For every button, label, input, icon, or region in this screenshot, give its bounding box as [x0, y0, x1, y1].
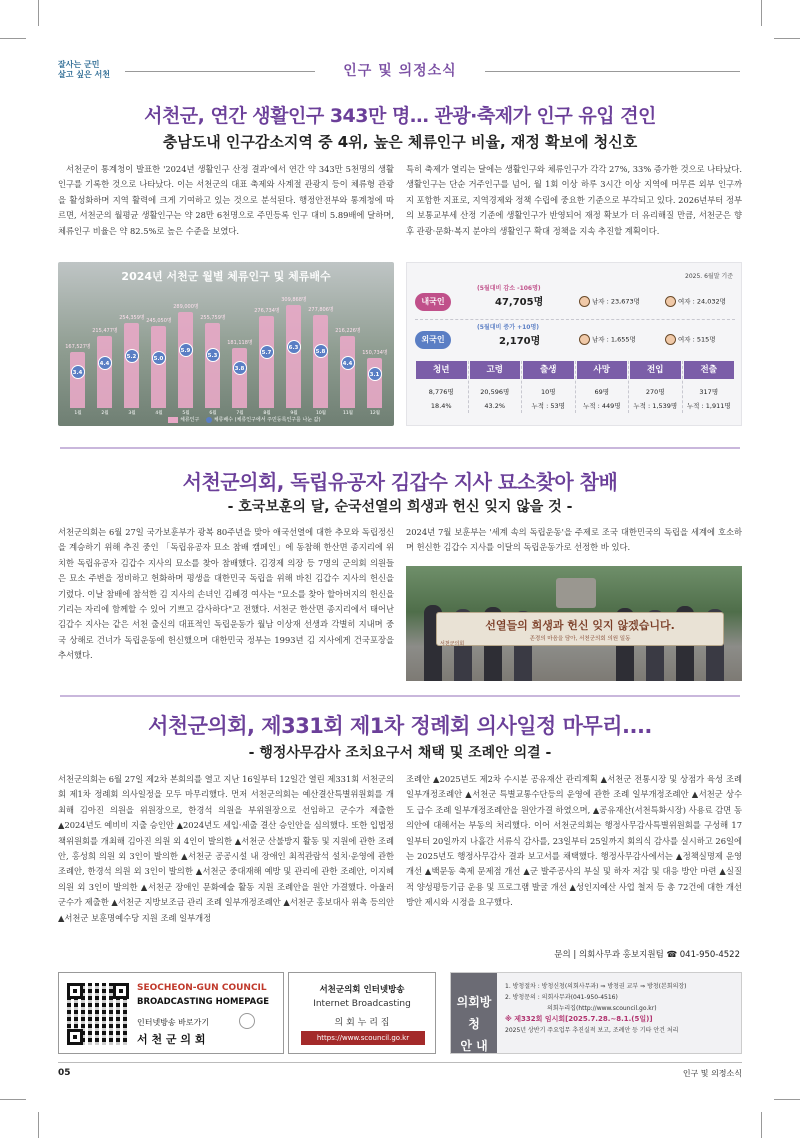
- bar-value-label: 255,759명: [200, 315, 226, 321]
- header-rule: [485, 71, 740, 72]
- broadcast-qr-ad[interactable]: [58, 972, 284, 1054]
- article3-col1: 서천군의회는 6월 27일 제2차 본회의를 열고 지난 16일부터 12일간 열린 제331회 서천군의회 제1차 정례회 의사일정을 모두 마무리했다. 먼저 서천군의회는 예산결산특별위원회를 개최해 김아진 의원을 위원장으로, 한경석 의원을 부위원장으로 선임하고 군수가 제출한 ▲2024년도 예비비 지출 승인안 ▲2024년도 세입·세출 결산 승인안을 심의했다. 또한 입법정책위원회를 개최해 김아진 의원 외 4인이 발의한 ▲서천군 산불방지 활동 및 지원에 관한 조례안, 홍성희 의원 외 3인이 발의한 ▲서천군 공공시설 내 장애인 최적관람석 설치·운영에 관한 조례안, 한경석 의원 외 3인이 발의한 ▲서천군 중대재해 예방 및 관리에 관한 조례안, 이지혜 의원 외 3인이 발의한 ▲서천군 장애인 문화예술 활동 지원 조례안을 원안 가결했다. 아울러 군수가 제출한 ▲서천군 지방보조금 관리 조례 일부개정조례안 ▲서천군 홍보대사 위촉 등의안 ▲서천군 보훈명예수당 지원 조례 일부개정: [58, 774, 394, 923]
- foreign-male-text: 남자 : 1,655명: [592, 335, 636, 344]
- table-cell: 8,776명: [428, 388, 454, 396]
- domestic-female-text: 여자 : 24,032명: [678, 297, 726, 306]
- legend-item: 체류인구: [180, 417, 200, 423]
- ratio-dot: 3.8: [233, 361, 247, 375]
- article2-title: 서천군의회, 독립유공자 김갑수 지사 묘소찾아 참배: [182, 470, 618, 494]
- ratio-dot: 5.8: [314, 344, 328, 358]
- table-header: 전입: [630, 361, 681, 379]
- chart-legend: [168, 416, 321, 423]
- foreign-change: (5월대비 증가 +10명): [477, 324, 539, 331]
- legend-item: 체류배수 (체류인구에서 주민등록인구를 나눈 값): [213, 417, 321, 423]
- foreign-female: [665, 334, 716, 345]
- section-divider: [60, 695, 740, 697]
- population-table-column: [415, 361, 469, 413]
- visit-guide-box: [450, 972, 742, 1054]
- internet-broadcast-ad[interactable]: [288, 972, 436, 1054]
- chart-bar: [70, 352, 85, 408]
- council-seal-icon: [239, 1013, 255, 1029]
- chart-bar: [205, 323, 220, 408]
- month-label: 8월: [263, 411, 271, 416]
- ratio-dot: 5.0: [152, 351, 166, 365]
- chart-bar: [340, 336, 355, 408]
- chart-bar: [124, 323, 139, 408]
- month-label: 6월: [209, 411, 217, 416]
- guide-item: 2025년 상반기 주요업무 추진실적 보고, 조례안 등 기타 안건 처리: [505, 1027, 679, 1034]
- qr-finder: [67, 1029, 83, 1045]
- qr-finder: [113, 983, 129, 999]
- table-header: 사망: [577, 361, 628, 379]
- crop-mark: [0, 38, 26, 39]
- visit-guide-label-line: 안 내: [460, 1039, 488, 1053]
- population-table: [415, 361, 735, 413]
- month-label: 1월: [74, 411, 82, 416]
- article2-col2: 2024년 7월 보훈부는 '세계 속의 독립운동'을 주제로 조국 대한민국의 독립을 세계에 호소하며 헌신한 김갑수 지사를 이달의 독립운동가로 선정한 바 있다.: [406, 527, 742, 553]
- month-label: 4월: [155, 411, 163, 416]
- foreign-total: 2,170명: [499, 336, 541, 347]
- qr-code[interactable]: [67, 983, 129, 1045]
- qr-finder: [67, 983, 83, 999]
- domestic-male-text: 남자 : 23,673명: [592, 297, 640, 306]
- foreign-male: [579, 334, 636, 345]
- crop-mark: [774, 1099, 800, 1100]
- table-cell: 20,596명: [480, 388, 510, 396]
- article1-title: 서천군, 연간 생활인구 343만 명… 관광·축제가 인구 유입 견인: [144, 105, 656, 127]
- crop-mark: [774, 38, 800, 39]
- ratio-dot: 6.3: [287, 340, 301, 354]
- domestic-total: 47,705명: [495, 297, 544, 308]
- month-label: 2월: [101, 411, 109, 416]
- table-cell: 누적 : 449명: [582, 402, 621, 410]
- crop-mark: [38, 1112, 39, 1138]
- domestic-label: 내국인: [415, 293, 451, 311]
- table-cell: 69명: [594, 388, 610, 396]
- visit-guide-content: [505, 981, 687, 1036]
- month-label: 11월: [342, 411, 354, 416]
- chart-bar: [151, 326, 166, 408]
- crop-mark: [38, 0, 39, 26]
- table-header: 고령: [470, 361, 521, 379]
- crop-mark: [761, 1112, 762, 1138]
- male-face-icon: [579, 334, 590, 345]
- chart-bar: [97, 336, 112, 408]
- photo-caption: 서천군의회: [440, 641, 465, 647]
- chart-bar: [313, 315, 328, 408]
- crop-mark: [0, 1099, 26, 1100]
- brand-line: 살고 싶은 서천: [58, 70, 110, 79]
- stats-divider: [415, 319, 735, 320]
- legend-swatch-dot: [206, 417, 212, 423]
- article1-col2: 특히 축제가 열리는 달에는 생활인구와 체류인구가 각각 27%, 33% 증가한 것으로 나타났다. 생활인구는 단순 거주인구를 넘어, 월 1회 이상 하루 3시간 이상 지역에 머무른 외부 인구까지 포함한 지표로, 지역경제와 정책 수립에 중요한 기준으로 부각되고 있다. 2026년부터 정부의 보통교부세 산정 기준에 생활인구가 반영되어 재정 확보가 더 유리해질 만큼, 서천군은 향후 관광·문화·복지 분야의 생활인구 확대 정책을 지속 추진할 계획이다.: [406, 164, 742, 236]
- article3-title: 서천군의회, 제331회 제1차 정례회 의사일정 마무리....: [148, 714, 652, 738]
- month-label: 10월: [315, 411, 327, 416]
- chart-bars: [64, 292, 388, 416]
- guide-item: ※ 제332회 임시회[2025.7.28.~8.1.(5일)]: [505, 1015, 653, 1023]
- article3-subtitle: - 행정사무감사 조치요구서 채택 및 조례안 의결 -: [248, 745, 552, 761]
- bar-value-label: 150,734명: [362, 350, 388, 356]
- article2-subtitle: - 호국보훈의 달, 순국선열의 희생과 헌신 잊지 않을 것 -: [227, 499, 573, 515]
- guide-item: 2. 방청문의 : 의회사무과(041-950-4516): [505, 994, 618, 1001]
- domestic-change: (5월대비 감소 -106명): [477, 285, 541, 292]
- bar-value-label: 245,050명: [146, 318, 172, 324]
- population-table-column: [683, 361, 736, 413]
- table-cell: 누적 : 1,539명: [633, 402, 678, 410]
- chart-bar: [367, 358, 382, 408]
- bar-value-label: 276,734명: [254, 308, 280, 314]
- bar-value-label: 167,527명: [65, 344, 91, 350]
- month-label: 7월: [236, 411, 244, 416]
- brand-line: 잘사는 군민: [58, 60, 100, 69]
- ratio-dot: 4.4: [98, 356, 112, 370]
- bar-value-label: 254,359명: [119, 315, 145, 321]
- article3-col2: 조례안 ▲2025년도 제2차 수시분 공유재산 관리계획 ▲서천군 전통시장 및 상점가 육성 조례 일부개정조례안 ▲서천군 특별교통수단등의 운영에 관한 조례 일부개정조례안 ▲서천군 상수도 급수 조례 일부개정조례안을 원안가결 하였으며, ▲공유재산(서천특화시장) 사용료 감면 동의안에 대해서는 부동의 처리했다. 이어 서천군의회는 행정사무감사특별위원회를 구성해 17일부터 20일까지 나흘간 서류식 감사를, 23일부터 25일까지 회의식 감사를 실시하고 26일에는 2025년도 행정사무감사 결과 보고서를 채택했다. 행정사무감사에서는 ▲정책실명제 운영 개선 ▲백문동 축제 문제점 개선 ▲군 발주공사의 부실 및 하자 저감 및 대응 방안 마련 ▲실질적 양성평등기금 운용 및 프로그램 발굴 개선 ▲성인지예산 사업 철저 등 총 72건에 대한 개선방안 제시와 시정을 요구했다.: [406, 774, 742, 908]
- memorial-photo: [406, 566, 742, 681]
- crop-mark: [761, 0, 762, 26]
- footer-rule: [58, 1062, 742, 1063]
- domestic-male: [579, 296, 640, 307]
- council-url[interactable]: https://www.scouncil.go.kr: [301, 1031, 425, 1045]
- visit-guide-label: [451, 973, 497, 1053]
- male-face-icon: [579, 296, 590, 307]
- month-label: 3월: [128, 411, 136, 416]
- memorial-banner: [436, 612, 724, 646]
- ad1-line4: 서 천 군 의 회: [137, 1033, 206, 1046]
- chart-bar: [178, 312, 193, 408]
- population-table-column: [522, 361, 576, 413]
- chart-bar: [286, 305, 301, 408]
- table-cell: 10명: [540, 388, 556, 396]
- female-face-icon: [665, 334, 676, 345]
- article1-subtitle: 충남도내 인구감소지역 중 4위, 높은 체류인구 비율, 재정 확보에 청신호: [162, 133, 638, 151]
- table-cell: 43.2%: [484, 402, 506, 410]
- table-cell: 18.4%: [430, 402, 452, 410]
- as-of-date: 2025. 6월말 기준: [685, 273, 733, 280]
- month-label: 9월: [290, 411, 298, 416]
- population-table-column: [576, 361, 630, 413]
- table-cell: 270명: [645, 388, 665, 396]
- ratio-dot: 4.4: [341, 356, 355, 370]
- ad2-line1: 서천군의회 인터넷방송: [319, 985, 405, 995]
- ratio-dot: 5.7: [260, 345, 274, 359]
- table-header: 출생: [523, 361, 574, 379]
- domestic-female: [665, 296, 726, 307]
- ad1-line3: 인터넷방송 바로가기: [137, 1018, 210, 1027]
- visit-guide-label-line: 의회방청: [456, 995, 492, 1031]
- ratio-dot: 5.3: [206, 348, 220, 362]
- foreign-label: 외국인: [415, 331, 451, 349]
- guide-item: 의회누리집(http://www.scouncil.go.kr): [547, 1005, 657, 1012]
- bar-value-label: 289,000명: [173, 304, 199, 310]
- ratio-dot: 5.2: [125, 349, 139, 363]
- month-label: 12월: [369, 411, 381, 416]
- ad1-line2: BROADCASTING HOMEPAGE: [137, 997, 270, 1007]
- tombstone: [556, 578, 596, 608]
- population-table-column: [469, 361, 523, 413]
- ad2-line2: Internet Broadcasting: [313, 999, 411, 1009]
- population-table-column: [629, 361, 683, 413]
- table-cell: 317명: [699, 388, 719, 396]
- stay-population-chart: [58, 262, 394, 426]
- article2-col1: 서천군의회는 6월 27일 국가보훈부가 광복 80주년을 맞아 애국선열에 대한 추모와 독립정신을 계승하기 위해 추진 중인 「독립유공자 묘소 참배 캠페인」에 동참해 한산면 종지리에 위치한 독립유공자 김갑수 지사의 묘소를 찾아 참배했다. 김경제 의장 등 7명의 군의회 의원들은 묘소 주변을 정비하고 헌화하며 평생을 대한민국 독립을 위해 바친 김갑수 지사의 헌신을 기렸다. 이날 참배에 참석한 김 지사의 손녀인 김혜경 여사는 "묘소를 찾아 할아버지의 헌신을 기리는 자리에 함께할 수 있어 기쁘고 감사하다"고 전했다. 서천군 한산면 종지리에서 태어난 김갑수 지사는 같은 서천 출신의 대표적인 독립운동가 월남 이상재 선생과 각별히 지내며 중국 상해로 건너가 독립운동에 헌신했으며 대한민국 정부는 1993년 김 지사에게 건국포장을 추서했다.: [58, 527, 394, 661]
- legend-swatch-bar: [168, 417, 178, 423]
- contact-info: 문의 | 의회사무과 홍보지원팀 ☎ 041-950-4522: [554, 950, 740, 960]
- bar-value-label: 181,118명: [227, 340, 253, 346]
- ad1-line1: SEOCHEON-GUN COUNCIL: [137, 983, 267, 993]
- banner-subtext: 존경의 마음을 담아, 서천군의회 의원 일동: [529, 636, 631, 642]
- header-rule: [125, 71, 315, 72]
- footer-section: 인구 및 의정소식: [682, 1069, 742, 1078]
- bar-value-label: 309,868명: [281, 297, 307, 303]
- chart-title: 2024년 서천군 월별 체류인구 및 체류배수: [121, 270, 331, 283]
- ad2-line3: 의 회 누 리 집: [334, 1018, 390, 1028]
- bar-value-label: 216,226명: [335, 328, 361, 334]
- table-header: 청년: [416, 361, 467, 379]
- banner-text: 선열들의 희생과 헌신 잊지 않겠습니다.: [485, 619, 675, 632]
- table-cell: 누적 : 1,911명: [686, 402, 731, 410]
- bar-value-label: 277,806명: [308, 307, 334, 313]
- bar-value-label: 215,477명: [92, 328, 118, 334]
- ratio-dot: 3.4: [71, 365, 85, 379]
- female-face-icon: [665, 296, 676, 307]
- month-label: 5월: [182, 411, 190, 416]
- brand-slogan: [58, 60, 110, 80]
- foreign-female-text: 여자 : 515명: [678, 335, 716, 344]
- table-header: 전출: [684, 361, 735, 379]
- article1-col1: 서천군이 통계청이 발표한 '2024년 생활인구 산정 결과'에서 연간 약 343만 5천명의 생활인구를 기록한 것으로 나타났다. 이는 서천군의 대표 축제와 사계절 관광지 등이 체류형 관광을 활성화하며 지역 활력에 크게 기여하고 있는 것으로 분석된다. 행정안전부와 통계청에 따르면, 서천군의 월평균 생활인구는 약 28만 6천명으로 주민등록 인구 대비 5.89배에 달하며, 체류인구 비율은 약 82.5%로 높은 수준을 보였다.: [58, 164, 394, 236]
- section-divider: [60, 447, 740, 449]
- chart-bar: [259, 316, 274, 408]
- population-stats-panel: [406, 262, 742, 426]
- guide-item: 1. 방청절차 : 방청신청(의회사무과) ⇒ 방청권 교부 ⇒ 방청(본회의장): [505, 983, 687, 990]
- chart-bar: [232, 348, 247, 408]
- section-title: 인구 및 의정소식: [343, 63, 457, 79]
- table-cell: 누적 : 53명: [531, 402, 565, 410]
- ratio-dot: 5.9: [179, 343, 193, 357]
- page-number: 05: [58, 1068, 71, 1078]
- ratio-dot: 3.1: [368, 367, 382, 381]
